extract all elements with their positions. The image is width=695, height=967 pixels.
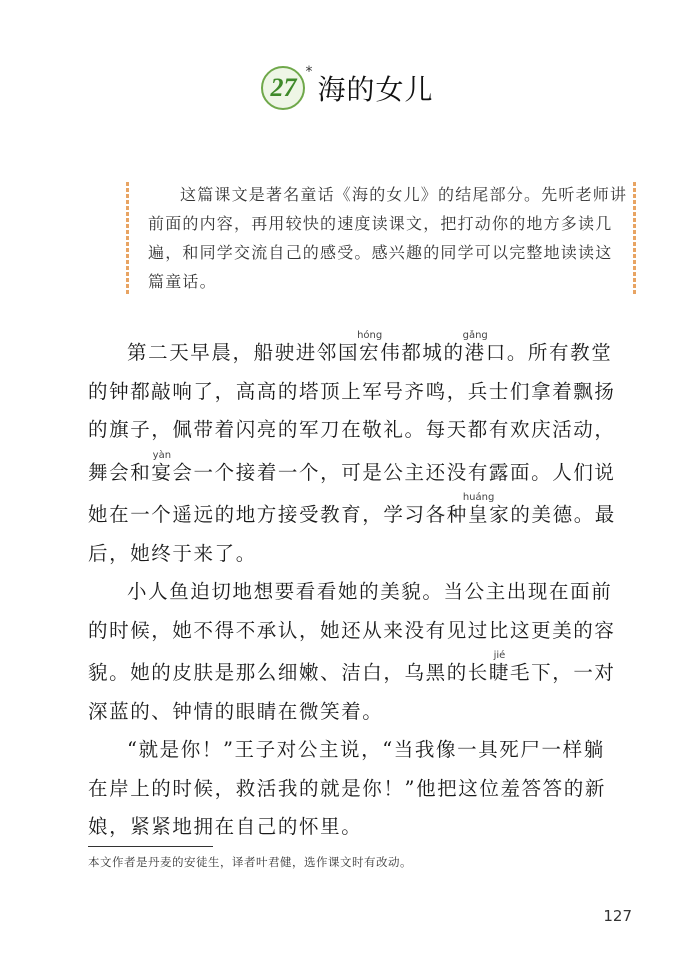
- text-line: 貌。她的皮肤是那么细嫩、洁白，乌黑的长睫jié毛下，一对: [88, 650, 616, 684]
- text-line: 后，她终于来了。: [88, 541, 257, 565]
- paragraph-2: [88, 573, 644, 612]
- pinyin-annotation: 皇huáng: [462, 492, 495, 526]
- self-study-mark: *: [305, 64, 313, 80]
- pinyin-annotation: 宏hóng: [357, 330, 383, 364]
- text-line: 娘，紧紧地拥在自己的怀里。: [88, 815, 363, 838]
- text-line: 的时候，她不得不承认，她还从来没有见过比这更美的容: [88, 618, 616, 642]
- lesson-number-badge: [261, 64, 313, 110]
- reading-guide-box: [126, 178, 636, 298]
- paragraph-3-cont: [88, 770, 644, 847]
- text-line: “就是你！”王子对公主说，“当我像一具死尸一样躺: [127, 738, 605, 761]
- guide-right-bar: [633, 182, 636, 296]
- pinyin-annotation: 港gǎng: [462, 330, 488, 364]
- guide-left-bar: [126, 182, 129, 296]
- lesson-number: 27: [270, 73, 297, 102]
- paragraph-1: [88, 330, 644, 373]
- paragraph-1-cont: [88, 373, 644, 574]
- paragraph-2-cont: [88, 612, 644, 732]
- text-line: 深蓝的、钟情的眼睛在微笑着。: [88, 699, 384, 723]
- pinyin-annotation: 睫jié: [488, 650, 511, 684]
- text-line: 舞会和宴yàn会一个接着一个，可是公主还没有露面。人们说: [88, 449, 616, 484]
- text-line: 第二天早晨，船驶进邻国宏hóng伟都城的港gǎng口。所有教堂: [127, 330, 613, 364]
- page-number: 127: [603, 907, 632, 925]
- story-body: [88, 330, 644, 847]
- lesson-header: [0, 66, 695, 110]
- footnote: 本文作者是丹麦的安徒生，译者叶君健，选作课文时有改动。: [88, 855, 412, 869]
- footnote-divider: [88, 846, 213, 847]
- lesson-title: 海的女儿: [317, 73, 434, 106]
- paragraph-3: [88, 731, 644, 770]
- text-line: 的旗子，佩带着闪亮的军刀在敬礼。每天都有欢庆活动，: [88, 418, 616, 441]
- text-line: 的钟都敲响了，高高的塔顶上军号齐鸣，兵士们拿着飘扬: [88, 379, 616, 403]
- reading-guide-text: 这篇课文是著名童话《海的女儿》的结尾部分。先听老师讲前面的内容，再用较快的速度读课文，把打动你的地方多读几遍，和同学交流自己的感受。感兴趣的同学可以完整地读读这篇童话。: [148, 185, 628, 291]
- pinyin-annotation: 宴yàn: [151, 449, 173, 484]
- text-line: 在岸上的时候，救活我的就是你！”他把这位羞答答的新: [88, 776, 606, 800]
- text-line: 小人鱼迫切地想要看看她的美貌。当公主出现在面前: [127, 580, 613, 603]
- text-line: 她在一个遥远的地方接受教育，学习各种皇huáng家的美德。最: [88, 492, 616, 526]
